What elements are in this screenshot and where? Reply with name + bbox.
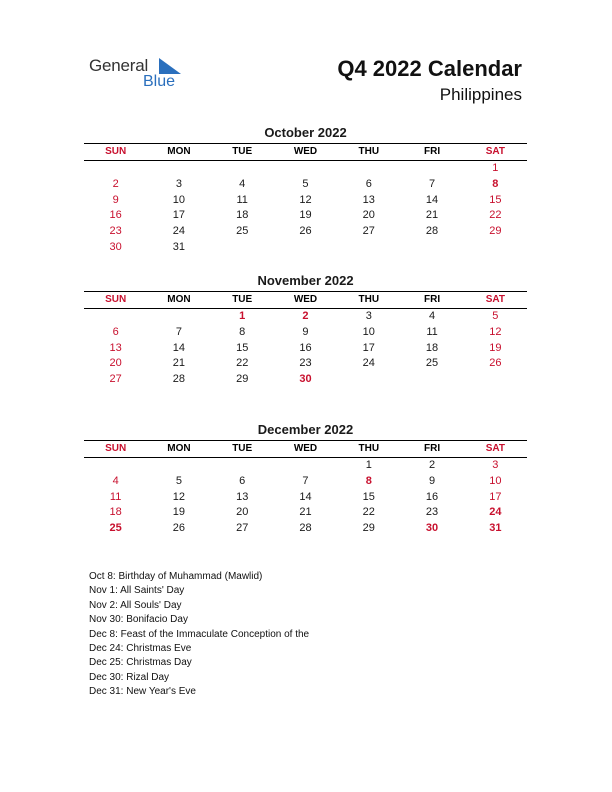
empty-day-cell [337,161,400,177]
empty-day-cell [147,458,210,474]
day-cell: 22 [362,506,375,519]
day-cell: 10 [172,193,186,206]
day-cell: 6 [112,325,119,338]
weekday-mon: MON [167,443,191,454]
empty-day-cell [274,161,337,177]
day-cell: 14 [172,341,186,354]
weekday-thu: THU [358,443,380,454]
day-cell: 14 [425,193,439,206]
day-cell: 5 [175,474,182,487]
day-cell: 21 [425,209,439,222]
holiday-entry: Nov 30: Bonifacio Day [89,614,188,626]
day-cell: 3 [365,310,372,322]
day-cell: 18 [236,209,249,222]
weekday-tue: TUE [232,146,253,157]
day-cell: 15 [489,193,502,206]
day-cell: 7 [302,474,309,487]
day-cell: 15 [236,341,249,354]
day-cell: 1 [492,162,499,174]
month-grid [84,309,527,388]
empty-day-cell [274,458,337,474]
day-cell: 31 [489,522,502,535]
day-cell: 9 [428,474,436,487]
day-cell: 24 [362,357,375,370]
day-cell: 11 [426,325,438,338]
week-row [84,356,527,372]
empty-day-cell [211,240,274,256]
day-cell: 13 [362,193,375,206]
day-cell: 3 [175,177,182,190]
day-cell: 29 [362,522,375,535]
month-title: October 2022 [264,125,347,140]
day-cell: 22 [489,209,502,222]
day-cell: 19 [172,506,186,519]
holiday-entry: Nov 1: All Saints' Day [89,585,185,597]
holiday-entry: Dec 30: Rizal Day [89,671,170,683]
week-row [84,325,527,341]
empty-day-cell [274,240,337,256]
day-cell: 19 [489,341,502,354]
day-cell: 21 [299,506,312,519]
day-cell: 7 [175,325,182,338]
holiday-entry: Dec 24: Christmas Eve [89,643,192,655]
day-cell: 12 [489,325,502,338]
month-grid [84,161,527,256]
day-cell: 4 [112,474,119,487]
day-cell: 15 [362,490,375,503]
week-row [84,372,527,388]
weekday-header [84,143,527,161]
weekday-sat: SAT [485,443,505,454]
week-row [84,341,527,357]
day-cell: 29 [236,373,249,386]
empty-day-cell [337,240,400,256]
empty-day-cell [464,240,527,256]
day-cell: 23 [299,357,312,370]
day-cell: 18 [109,506,122,519]
day-cell: 23 [109,225,122,238]
weekday-mon: MON [167,146,191,157]
day-cell: 4 [428,310,436,322]
day-cell: 5 [492,310,499,322]
day-cell: 16 [425,490,439,503]
day-cell: 31 [172,240,186,253]
empty-day-cell [84,309,147,325]
week-row [84,309,527,325]
weekday-fri: FRI [423,146,441,157]
day-cell: 20 [236,506,249,519]
day-cell: 27 [236,522,249,535]
brand-name-general: General [89,56,149,75]
week-row [84,521,527,537]
empty-day-cell [464,372,527,388]
day-cell: 28 [172,373,186,386]
day-cell: 11 [236,193,248,206]
weekday-thu: THU [358,294,380,305]
day-cell: 29 [489,225,502,238]
day-cell: 2 [302,310,309,322]
day-cell: 30 [109,240,122,253]
day-cell: 17 [489,490,502,503]
day-cell: 11 [109,490,122,503]
day-cell: 18 [425,341,439,354]
weekday-header [84,291,527,309]
day-cell: 8 [365,474,372,487]
empty-day-cell [400,240,463,256]
day-cell: 6 [365,177,372,190]
weekday-wed: WED [293,146,318,157]
day-cell: 26 [489,357,502,370]
day-cell: 8 [492,177,499,190]
day-cell: 27 [362,225,375,238]
day-cell: 6 [239,474,246,487]
day-cell: 9 [112,193,119,206]
day-cell: 4 [239,177,246,190]
month-november [84,273,527,388]
brand-logo [89,56,209,96]
day-cell: 19 [299,209,312,222]
week-row [84,490,527,506]
day-cell: 2 [112,177,119,190]
week-row [84,177,527,193]
day-cell: 22 [236,357,249,370]
day-cell: 8 [239,325,246,338]
empty-day-cell [147,309,210,325]
day-cell: 9 [302,325,309,338]
weekday-sun: SUN [105,146,127,157]
week-row [84,193,527,209]
weekday-fri: FRI [423,443,441,454]
weekday-tue: TUE [232,443,253,454]
day-cell: 25 [236,225,249,238]
month-grid [84,458,527,537]
day-cell: 1 [239,310,246,322]
page-title: Q4 2022 Calendar [337,56,522,81]
month-title: November 2022 [257,273,354,288]
day-cell: 10 [362,325,375,338]
day-cell: 12 [299,193,312,206]
brand-name-blue: Blue [143,73,176,90]
week-row [84,161,527,177]
day-cell: 24 [489,506,502,519]
month-title: December 2022 [257,422,354,437]
day-cell: 21 [172,357,186,370]
weekday-sun: SUN [105,443,127,454]
month-october [84,125,527,256]
holiday-entry: Dec 31: New Year's Eve [89,686,196,698]
day-cell: 24 [172,225,186,238]
holiday-list [89,570,529,700]
day-cell: 28 [425,225,439,238]
day-cell: 27 [109,373,122,386]
week-row [84,240,527,256]
day-cell: 3 [492,459,499,471]
empty-day-cell [400,372,463,388]
day-cell: 20 [109,357,122,370]
day-cell: 16 [299,341,312,354]
empty-day-cell [84,458,147,474]
weekday-sat: SAT [485,294,505,305]
weekday-fri: FRI [423,294,441,305]
week-row [84,458,527,474]
brand-triangle-icon [159,58,181,74]
week-row [84,208,527,224]
day-cell: 12 [172,490,186,503]
weekday-thu: THU [358,146,380,157]
week-row [84,505,527,521]
day-cell: 7 [428,177,436,190]
day-cell: 23 [425,506,439,519]
empty-day-cell [147,161,210,177]
empty-day-cell [400,161,463,177]
weekday-header [84,440,527,458]
day-cell: 13 [236,490,249,503]
holiday-entry: Oct 8: Birthday of Muhammad (Mawlid) [89,571,263,582]
day-cell: 2 [428,459,436,471]
holiday-entry: Dec 25: Christmas Day [89,657,192,669]
holiday-entry: Nov 2: All Souls' Day [89,599,182,611]
day-cell: 13 [109,341,122,354]
month-december [84,422,527,537]
week-row [84,474,527,490]
weekday-sat: SAT [485,146,505,157]
weekday-tue: TUE [232,294,253,305]
day-cell: 30 [299,373,312,386]
weekday-mon: MON [167,294,191,305]
day-cell: 5 [302,177,309,190]
holiday-entry: Dec 8: Feast of the Immaculate Conception of the [89,628,310,640]
day-cell: 1 [365,459,372,471]
empty-day-cell [211,161,274,177]
day-cell: 30 [425,522,439,535]
day-cell: 26 [299,225,312,238]
weekday-wed: WED [293,294,318,305]
weekday-wed: WED [293,443,318,454]
day-cell: 14 [299,490,312,503]
day-cell: 28 [299,522,312,535]
day-cell: 25 [109,522,122,535]
day-cell: 20 [362,209,375,222]
day-cell: 10 [489,474,502,487]
day-cell: 16 [109,209,122,222]
weekday-sun: SUN [105,294,127,305]
empty-day-cell [84,161,147,177]
day-cell: 26 [172,522,186,535]
page-subtitle: Philippines [439,85,522,104]
empty-day-cell [211,458,274,474]
day-cell: 17 [362,341,375,354]
week-row [84,224,527,240]
day-cell: 17 [172,209,186,222]
day-cell: 25 [425,357,439,370]
empty-day-cell [337,372,400,388]
